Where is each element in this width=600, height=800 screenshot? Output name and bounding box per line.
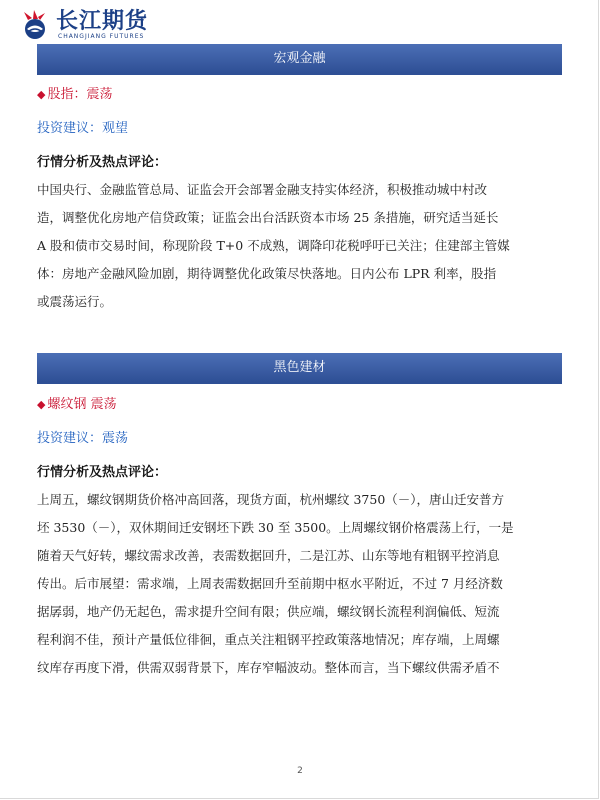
analysis-paragraph — [37, 486, 562, 682]
paragraph-line: A 股和债市交易时间，称现阶段 T+0 不成熟，调降印花税呼吁已关注；住建部主管媒 — [37, 238, 510, 253]
section-title-ferrous: 黑色建材 — [37, 353, 562, 382]
investment-advice: 投资建议：震荡 — [37, 431, 129, 446]
headline-stock-index — [37, 83, 112, 102]
section-divider — [37, 382, 562, 384]
paragraph-line: 随着天气好转，螺纹需求改善，表需数据回升，二是江苏、山东等地有粗钢平控消息 — [37, 548, 500, 563]
brand-name: 长江期货 — [56, 9, 149, 34]
paragraph-line: 坯 3530（－），双休期间迁安钢坯下跌 30 至 3500。上周螺纹钢价格震荡上行，一是 — [37, 520, 514, 535]
paragraph-line: 据孱弱，地产仍无起色，需求提升空间有限；供应端，螺纹钢长流程利润偏低、短流 — [37, 604, 500, 619]
paragraph-line: 体：房地产金融风险加剧，期待调整优化政策尽快落地。日内公布 LPR 利率，股指 — [37, 266, 497, 281]
paragraph-line: 上周五，螺纹钢期货价格冲高回落，现货方面，杭州螺纹 3750（－），唐山迁安普方 — [37, 492, 505, 507]
section-divider — [37, 73, 562, 75]
paragraph-line: 程利润不佳，预计产量低位徘徊，重点关注粗钢平控政策落地情况；库存端，上周螺 — [37, 632, 500, 647]
page-number: 2 — [297, 766, 303, 776]
brand-logo — [18, 8, 218, 44]
brand-subtitle: CHANGJIANG FUTURES — [58, 33, 145, 40]
paragraph-line: 传出。后市展望：需求端，上周表需数据回升至前期中枢水平附近，不过 7 月经济数 — [37, 576, 503, 591]
brand-emblem-icon — [18, 8, 52, 42]
diamond-bullet-icon: ◆ — [37, 88, 46, 101]
headline-label: 股指：震荡 — [47, 87, 113, 102]
paragraph-line: 纹库存再度下滑，供需双弱背景下，库存窄幅波动。整体而言，当下螺纹供需矛盾不 — [37, 660, 500, 675]
section-title-macro: 宏观金融 — [37, 44, 562, 73]
paragraph-line: 或震荡运行。 — [37, 294, 113, 309]
analysis-paragraph — [37, 176, 562, 316]
analysis-heading: 行情分析及热点评论： — [37, 155, 168, 170]
diamond-bullet-icon: ◆ — [37, 398, 46, 411]
investment-advice: 投资建议：观望 — [37, 121, 129, 136]
analysis-heading: 行情分析及热点评论： — [37, 465, 168, 480]
paragraph-line: 中国央行、金融监管总局、证监会开会部署金融支持实体经济，积极推动城中村改 — [37, 182, 488, 197]
paragraph-line: 造，调整优化房地产信贷政策；证监会出台活跃资本市场 25 条措施，研究适当延长 — [37, 210, 499, 225]
headline-label: 螺纹钢 震荡 — [47, 397, 117, 412]
headline-rebar — [37, 393, 117, 412]
